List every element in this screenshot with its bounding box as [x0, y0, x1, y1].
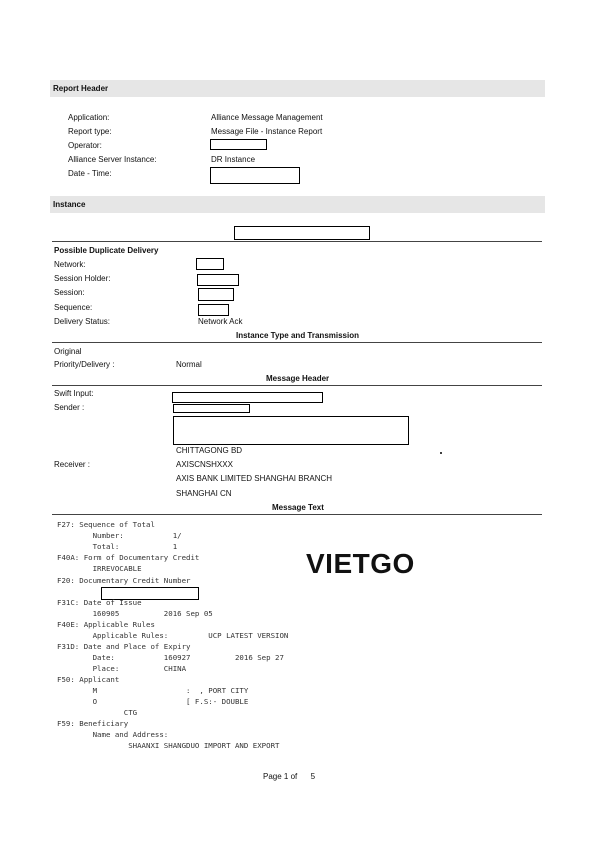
network-label: Network:	[54, 260, 86, 269]
instance-title: Instance	[53, 200, 86, 209]
receiver-bic: AXISCNSHXXX	[176, 460, 233, 469]
report-type-label: Report type:	[68, 127, 112, 136]
instance-bar	[50, 196, 545, 213]
instance-redaction	[234, 226, 370, 240]
date-time-label: Date - Time:	[68, 169, 112, 178]
page-label: Page 1 of	[263, 772, 298, 781]
application-value: Alliance Message Management	[211, 113, 323, 122]
mt-line: Total: 1	[57, 542, 178, 551]
server-instance-value: DR Instance	[211, 155, 256, 164]
swift-input-label: Swift Input:	[54, 389, 94, 398]
operator-label: Operator:	[68, 141, 102, 150]
mt-line: Number: 1/	[57, 531, 182, 540]
server-instance-label: Alliance Server Instance:	[68, 155, 157, 164]
mt-line: F31D: Date and Place of Expiry	[57, 642, 191, 651]
session-label: Session:	[54, 288, 85, 297]
vietgo-watermark: VIETGO	[306, 548, 415, 579]
session-redaction	[198, 288, 234, 301]
report-header-title: Report Header	[53, 84, 109, 93]
mt-line: Place: CHINA	[57, 664, 187, 673]
mt-line: O [ F.S:- DOUBLE	[57, 697, 249, 706]
receiver-city: SHANGHAI CN	[176, 489, 232, 498]
date-time-redaction	[210, 167, 300, 184]
network-redaction	[196, 258, 224, 270]
sender-city: CHITTAGONG BD	[176, 446, 243, 455]
mt-line: 160905 2016 Sep 05	[57, 609, 213, 618]
mt-line: F40A: Form of Documentary Credit	[57, 553, 200, 562]
operator-redaction	[210, 139, 267, 150]
swift-input-redaction	[172, 392, 323, 403]
mt-line: F59: Beneficiary	[57, 719, 129, 728]
stray-dot	[440, 452, 442, 454]
application-label: Application:	[68, 113, 110, 122]
priority-label: Priority/Delivery :	[54, 360, 115, 369]
report-type-value: Message File - Instance Report	[211, 127, 323, 136]
sequence-redaction	[198, 304, 229, 316]
delivery-status-label: Delivery Status:	[54, 317, 111, 326]
instance-type-heading: Instance Type and Transmission	[236, 331, 359, 340]
delivery-status-value: Network Ack	[198, 317, 243, 326]
page-indicator	[263, 772, 315, 782]
message-header-heading: Message Header	[266, 374, 330, 383]
message-text-rule	[52, 514, 542, 515]
sender-bic-redaction	[173, 404, 250, 413]
priority-value: Normal	[176, 360, 202, 369]
session-holder-redaction	[197, 274, 239, 286]
receiver-name: AXIS BANK LIMITED SHANGHAI BRANCH	[176, 474, 333, 483]
sender-label: Sender :	[54, 403, 85, 412]
sequence-label: Sequence:	[54, 303, 93, 312]
session-holder-label: Session Holder:	[54, 274, 111, 283]
message-header-rule	[52, 385, 542, 386]
mt-line: F20: Documentary Credit Number	[57, 576, 191, 585]
original-label: Original	[54, 347, 82, 356]
mt-line: F40E: Applicable Rules	[57, 620, 155, 629]
mt-line: SHAANXI SHANGDUO IMPORT AND EXPORT	[57, 741, 280, 750]
mt-line: Name and Address:	[57, 730, 169, 739]
message-text-heading: Message Text	[272, 503, 324, 512]
mt-line: Applicable Rules: UCP LATEST VERSION	[57, 631, 289, 640]
report-header-bar	[50, 80, 545, 97]
mt-line: IRREVOCABLE	[57, 564, 142, 573]
mt-line: CTG	[57, 708, 138, 717]
possible-duplicate-heading: Possible Duplicate Delivery	[54, 246, 159, 255]
mt-line: F50: Applicant	[57, 675, 120, 684]
mt-line: M : , PORT CITY	[57, 686, 249, 695]
mt-line: F27: Sequence of Total	[57, 520, 155, 529]
instance-type-rule	[52, 342, 542, 343]
instance-rule	[52, 241, 542, 242]
receiver-label: Receiver :	[54, 460, 91, 469]
page-total: 5	[310, 772, 316, 781]
mt-line: F31C: Date of Issue	[57, 598, 142, 607]
mt-line: Date: 160927 2016 Sep 27	[57, 653, 284, 662]
sender-address-redaction	[173, 416, 409, 445]
